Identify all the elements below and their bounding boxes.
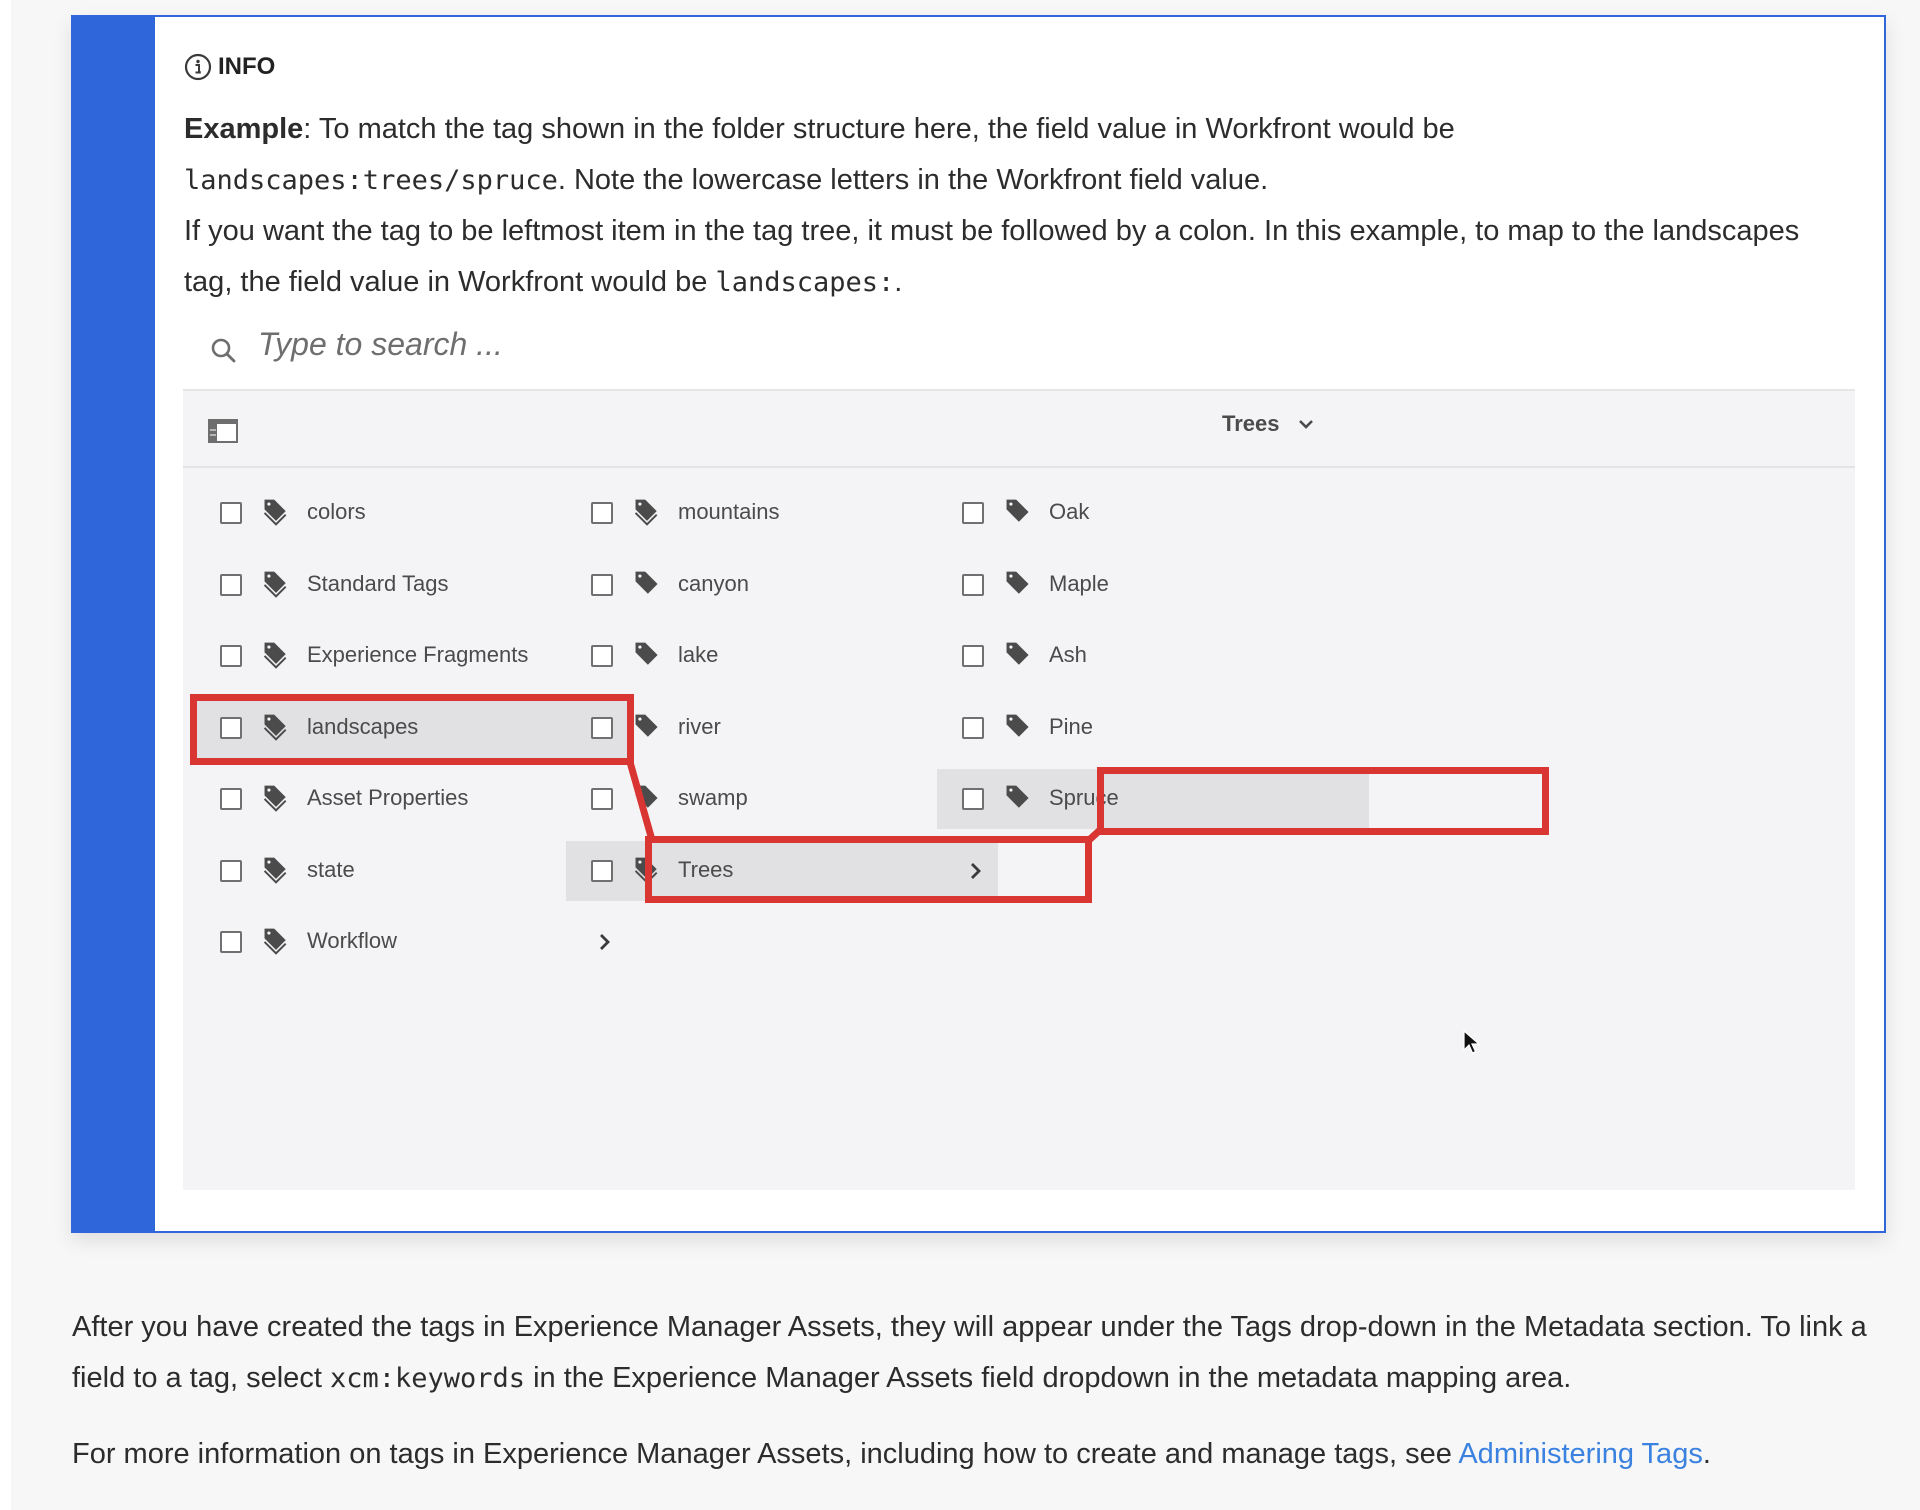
- tag-checkbox[interactable]: [591, 502, 613, 524]
- tag-icon: [1003, 569, 1033, 599]
- tag-label: Oak: [1049, 499, 1090, 524]
- tag-icon: [1003, 497, 1033, 527]
- info-text: If you want the tag to be leftmost item in the tag tree, it must be followed by a colon. In this example, to map to the landscapes: [184, 215, 1800, 247]
- body-text: For more information on tags in Experience Manager Assets, including how to create and manage tags, see: [72, 1438, 1459, 1470]
- tag-row[interactable]: [566, 626, 998, 686]
- tag-row[interactable]: [566, 483, 998, 543]
- tag-stack-icon: [261, 855, 291, 885]
- code-xcm-keywords: xcm:keywords: [329, 1363, 526, 1394]
- info-text: tag, the field value in Workfront would be: [184, 266, 716, 298]
- tag-stack-icon: [261, 712, 291, 742]
- tag-row[interactable]: [937, 483, 1369, 543]
- tag-label: Asset Properties: [307, 785, 469, 810]
- tag-row[interactable]: [195, 483, 627, 543]
- code-tag-root: landscapes:: [715, 267, 895, 298]
- tag-row[interactable]: [195, 698, 627, 758]
- tag-checkbox[interactable]: [591, 860, 613, 882]
- tag-label: Maple: [1049, 570, 1109, 596]
- paragraph-more-info: [72, 1429, 1892, 1480]
- tag-icon: [1003, 712, 1033, 742]
- tag-checkbox[interactable]: [962, 502, 984, 524]
- tag-stack-icon: [632, 497, 662, 527]
- info-title: INFO: [218, 53, 276, 80]
- tag-icon: [632, 569, 662, 599]
- tag-stack-icon: [261, 640, 291, 670]
- body-text: .: [1702, 1438, 1711, 1470]
- tag-row[interactable]: [937, 769, 1369, 829]
- tag-row[interactable]: [937, 626, 1369, 686]
- tag-row[interactable]: [566, 841, 998, 901]
- tag-stack-icon: [632, 855, 662, 885]
- tag-label: river: [678, 713, 721, 739]
- tag-label: Spruce: [1049, 785, 1119, 810]
- info-text: . Note the lowercase letters in the Workfront field value.: [557, 164, 1269, 196]
- info-body: [184, 104, 1844, 308]
- tag-checkbox[interactable]: [591, 574, 613, 596]
- tag-label: state: [307, 856, 355, 882]
- tag-label: Trees: [678, 856, 734, 882]
- tag-checkbox[interactable]: [220, 717, 242, 739]
- paragraph-tags-linking: [72, 1302, 1892, 1404]
- tag-checkbox[interactable]: [962, 645, 984, 667]
- tag-row[interactable]: [566, 769, 998, 829]
- tag-checkbox[interactable]: [591, 645, 613, 667]
- column-title: Trees: [1222, 411, 1280, 436]
- chevron-right-icon[interactable]: [970, 862, 982, 880]
- tag-checkbox[interactable]: [962, 717, 984, 739]
- info-line-1: [184, 104, 1844, 155]
- code-tag-path: landscapes:trees/spruce: [184, 165, 558, 196]
- column-header: [183, 389, 1855, 468]
- info-line-2: [184, 155, 1844, 206]
- tag-row[interactable]: [195, 555, 627, 615]
- search-input[interactable]: Type to search ...: [258, 326, 503, 362]
- tag-checkbox[interactable]: [220, 860, 242, 882]
- tag-row[interactable]: [566, 698, 998, 758]
- mouse-cursor-icon: [1463, 1030, 1481, 1056]
- tag-label: Workflow: [307, 928, 398, 953]
- administering-tags-link[interactable]: Administering Tags: [1458, 1438, 1703, 1470]
- tag-row[interactable]: [937, 698, 1369, 758]
- tag-label: Ash: [1049, 642, 1087, 667]
- tag-icon: [1003, 783, 1033, 813]
- search-bar[interactable]: [183, 310, 1855, 389]
- column-title-dropdown[interactable]: [1222, 411, 1314, 437]
- tag-label: colors: [307, 499, 366, 524]
- tag-checkbox[interactable]: [220, 574, 242, 596]
- tag-checkbox[interactable]: [220, 645, 242, 667]
- tag-checkbox[interactable]: [220, 931, 242, 953]
- body-text: field to a tag, select: [72, 1362, 330, 1394]
- info-heading: [184, 52, 275, 82]
- tag-row[interactable]: [937, 555, 1369, 615]
- tag-label: Experience Fragments: [307, 642, 529, 667]
- tag-row[interactable]: [195, 769, 627, 829]
- tag-row[interactable]: [195, 841, 627, 901]
- tag-icon: [632, 640, 662, 670]
- info-text: : To match the tag shown in the folder structure here, the field value in Workfront would be: [303, 113, 1455, 145]
- tag-label: Pine: [1049, 713, 1094, 739]
- tag-label: swamp: [678, 785, 748, 810]
- info-line-4: [184, 257, 1844, 308]
- example-label: Example: [184, 113, 304, 145]
- tag-checkbox[interactable]: [962, 574, 984, 596]
- tag-browser-screenshot: [183, 310, 1855, 1190]
- chevron-right-icon[interactable]: [599, 933, 611, 951]
- tag-icon: [632, 712, 662, 742]
- tag-checkbox[interactable]: [591, 788, 613, 810]
- tag-stack-icon: [261, 783, 291, 813]
- tag-checkbox[interactable]: [591, 717, 613, 739]
- tag-checkbox[interactable]: [962, 788, 984, 810]
- body-text: in the Experience Manager Assets field dropdown in the metadata mapping area.: [525, 1362, 1572, 1394]
- tag-icon: [1003, 640, 1033, 670]
- info-icon: [184, 53, 212, 81]
- body-text: After you have created the tags in Experience Manager Assets, they will appear under the Tags drop-down in the Metadata section. To link a: [72, 1311, 1867, 1343]
- tag-label: lake: [678, 642, 719, 667]
- tag-icon: [632, 783, 662, 813]
- tag-stack-icon: [261, 497, 291, 527]
- search-icon: [210, 337, 236, 363]
- tag-label: canyon: [678, 570, 749, 596]
- column-view: [183, 468, 1855, 1190]
- chevron-down-icon: [1298, 418, 1314, 430]
- rail-toggle-icon[interactable]: [208, 419, 238, 443]
- tag-row[interactable]: [195, 912, 627, 972]
- tag-label: landscapes: [307, 713, 419, 739]
- tag-label: Standard Tags: [307, 570, 449, 596]
- info-line-3: [184, 206, 1844, 257]
- info-text: .: [894, 266, 903, 298]
- tag-row[interactable]: [195, 626, 627, 686]
- tag-row[interactable]: [566, 555, 998, 615]
- tag-checkbox[interactable]: [220, 502, 242, 524]
- tag-label: mountains: [678, 499, 780, 524]
- tag-stack-icon: [261, 926, 291, 956]
- tag-stack-icon: [261, 569, 291, 599]
- tag-checkbox[interactable]: [220, 788, 242, 810]
